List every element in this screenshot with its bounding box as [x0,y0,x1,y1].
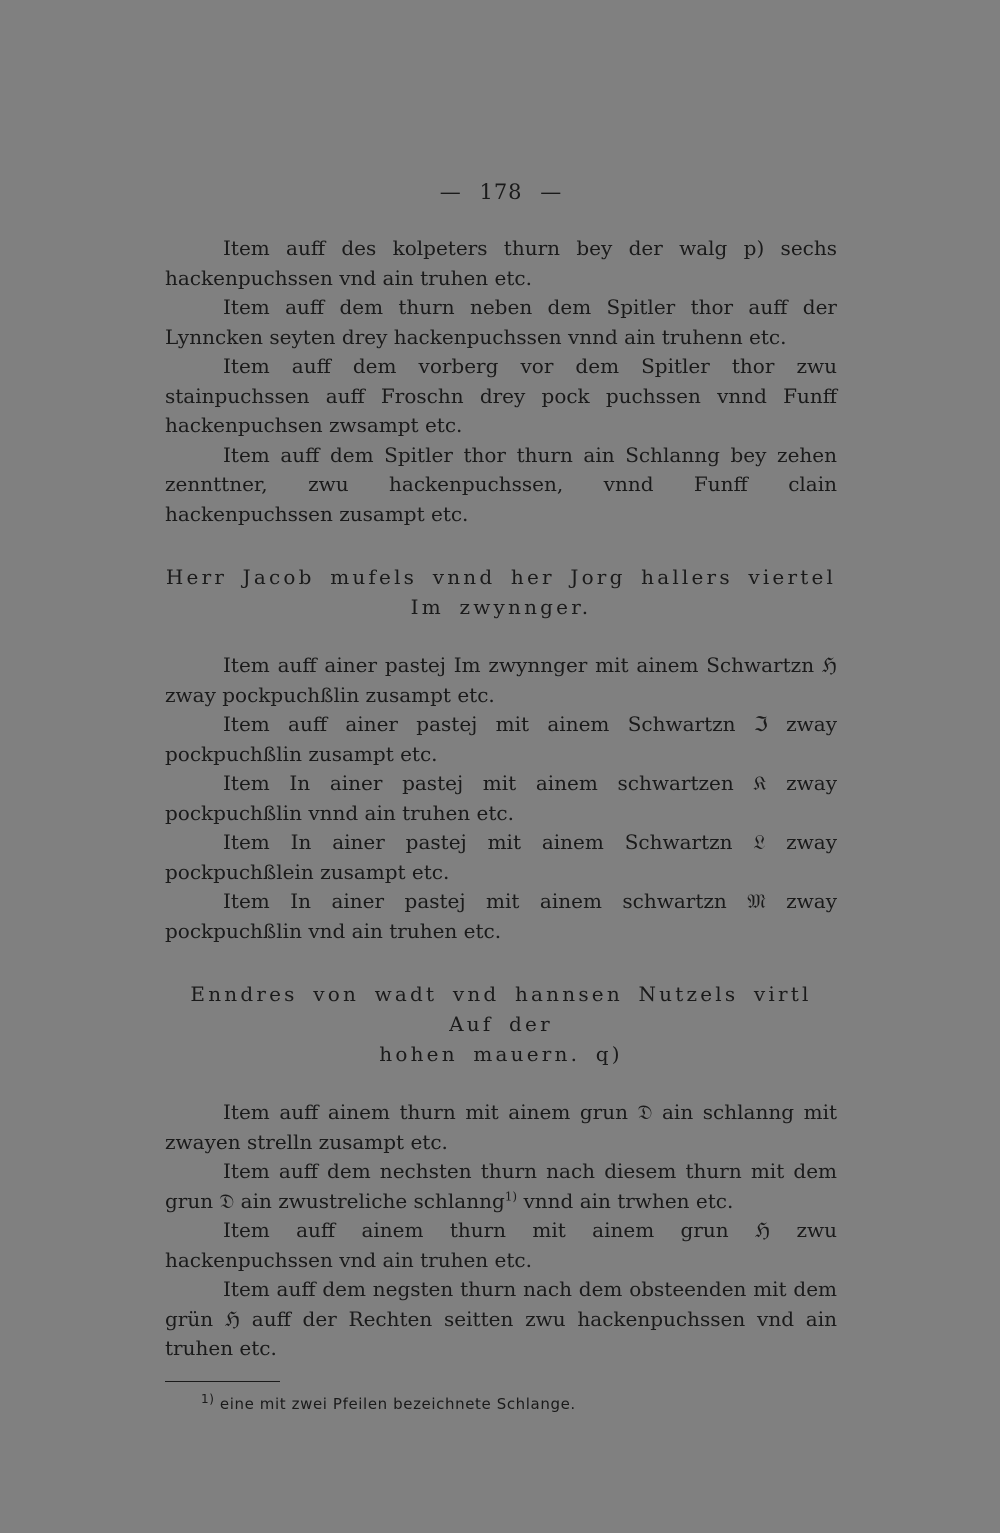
paragraph: Item In ainer pastej mit ainem schwartzn 𝔐 zway pockpuchßlin vnd ain truhen etc. [165,889,837,943]
paragraph: Item auff dem negsten thurn nach dem obsteenden mit dem grün ℌ auff der Rechten seitten zwu hackenpuchssen vnd ain truhen etc. [165,1277,837,1360]
section-intro [165,234,837,529]
heading-line: Herr Jacob mufels vnnd her Jorg hallers viertel [165,565,837,589]
paragraph-text: Item auff dem nechsten thurn nach diesem thurn mit dem grun 𝔇 ain zwustreliche schlanng [165,1159,837,1213]
section-heading [165,562,837,622]
heading-line: Enndres von wadt vnd hannsen Nutzels virtl Auf der [190,982,812,1036]
paragraph: Item auff ainem thurn mit ainem grun ℌ zwu hackenpuchssen vnd ain truhen etc. [165,1218,837,1272]
footnote-divider [165,1381,280,1382]
paragraph: Item auff dem Spitler thor thurn ain Schlanng bey zehen zennttner, zwu hackenpuchssen, vnnd Funff clain hackenpuchssen zusampt etc. [165,442,837,526]
footnote-marker: 1) [201,1391,215,1406]
paragraph-text: vnnd ain trwhen etc. [517,1188,734,1213]
paragraph: Item auff des kolpeters thurn bey der walg p) sechs hackenpuchssen vnd ain truhen etc. [165,236,837,290]
section-zwynnger [165,651,837,946]
heading-line: Im zwynnger. [410,595,592,619]
document-page [165,180,837,1416]
paragraph: Item In ainer pastej mit ainem Schwartzn 𝔏 zway pockpuchßlein zusampt etc. [165,830,837,884]
footnote-text: eine mit zwei Pfeilen bezeichnete Schlange. [214,1394,576,1413]
section-heading [165,979,837,1069]
paragraph: Item auff ainer pastej mit ainem Schwartzn ℑ zway pockpuchßlin zusampt etc. [165,712,837,766]
section-hohen-mauern [165,1098,837,1364]
paragraph: Item auff ainer pastej Im zwynnger mit ainem Schwartzn ℌ zway pockpuchßlin zusampt etc. [165,653,837,707]
paragraph: Item auff ainem thurn mit ainem grun 𝔇 ain schlanng mit zwayen strelln zusampt etc. [165,1100,837,1154]
paragraph [165,1157,837,1216]
paragraph: Item auff dem thurn neben dem Spitler thor auff der Lynncken seyten drey hackenpuchssen vnnd ain truhenn etc. [165,295,837,349]
paragraph: Item auff dem vorberg vor dem Spitler thor zwu stainpuchssen auff Froschn drey pock puchssen vnnd Funff hackenpuchsen zwsampt etc. [165,354,837,437]
footnote-reference[interactable]: 1) [504,1188,518,1203]
heading-line: hohen mauern. q) [379,1042,623,1066]
paragraph: Item In ainer pastej mit ainem schwartzen 𝔎 zway pockpuchßlin vnnd ain truhen etc. [165,771,837,825]
page-number: — 178 — [439,180,563,204]
footnote [165,1392,837,1416]
